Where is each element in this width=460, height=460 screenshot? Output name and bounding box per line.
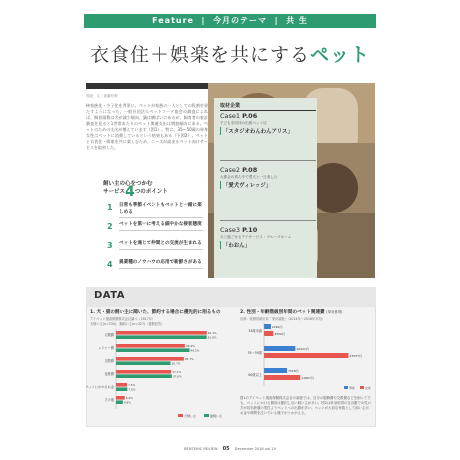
case-3-page: P.10 xyxy=(242,226,258,234)
chart1-value-label: 61.0% xyxy=(207,335,217,340)
case-3-label: Case3 xyxy=(220,226,241,234)
chart1-bar xyxy=(116,387,127,391)
case-divider xyxy=(220,220,316,221)
point-item xyxy=(107,203,207,218)
title-accent: ペット xyxy=(310,44,371,66)
chart2-bar xyxy=(264,368,287,373)
chart1-legend-label: 犬飼い主 xyxy=(184,414,197,418)
case-2-sub: 大都会の真ん中で愛犬と一日楽しむ xyxy=(220,175,278,179)
point-number: 4 xyxy=(107,260,113,269)
title-main: 衣食住＋娯楽を共にする xyxy=(89,44,310,66)
points-title-num: 4 xyxy=(125,184,135,200)
chart1-bar xyxy=(116,344,185,348)
chart2-value-label: 7518円 xyxy=(288,369,299,373)
chart1-category-label: その他 xyxy=(104,398,114,402)
case-1-sub: 子どもを同伴の出張ペット店 xyxy=(220,121,267,125)
credit: 図絵：文／恵藤有利 xyxy=(86,94,118,98)
chart1-value-label: 61.1% xyxy=(207,331,217,335)
chart2-bar xyxy=(264,331,273,336)
data-note: 図1のアイペット損害保険株式会社の調査では、自分の服飾費や交際費などを削ってでも、ペットにかける費用は節約しない飼い主が多い。図2は単身世帯の支出額で女性の方が同年齢層の男性よりペットへの出費が多い。ペットが大切な家族として飼い主がお金や時間を注いでいる様子がうかがえる。 xyxy=(240,396,371,415)
chart1-bar xyxy=(116,400,123,404)
chart1-category-label: ペットにかかるお金 xyxy=(85,385,114,389)
chart2-value-label: 2261円 xyxy=(271,325,283,329)
chart1-category-label: 化粧費 xyxy=(104,372,114,376)
chart1-value-label: 7.5% xyxy=(128,383,136,387)
points-title-post: つのポイント xyxy=(134,189,168,195)
title-rule xyxy=(86,83,208,89)
point-number: 2 xyxy=(107,222,113,231)
chart1-value-label: 4.6% xyxy=(123,400,131,405)
chart1-source: アイペット損害保険株式会社調べ（2017年） xyxy=(90,317,156,321)
chart2-value-label: 27537円 xyxy=(349,354,362,358)
case-2 xyxy=(220,166,316,189)
feature-header: Feature | 今月のテーマ | 共 生 xyxy=(84,14,376,28)
points-title xyxy=(103,180,208,200)
chart1-svg xyxy=(85,327,234,423)
chart2-legend-label: 女性 xyxy=(365,386,372,390)
case-divider xyxy=(220,160,316,161)
theme-label: 今月のテーマ xyxy=(213,16,268,25)
chart2-legend-swatch xyxy=(360,386,364,389)
case-1-name: 「スタジオわんわんアリス」 xyxy=(220,127,316,135)
chart1-legend-label: 猫飼い主 xyxy=(210,414,223,418)
chart1-bar xyxy=(116,396,125,400)
case-2-label: Case2 xyxy=(220,166,241,174)
chart2-title xyxy=(240,309,342,315)
chart1-value-label: 7.6% xyxy=(128,387,136,392)
case-3 xyxy=(220,226,316,249)
chart1-legend-swatch xyxy=(178,414,183,417)
chart1-value-label: 37.1% xyxy=(172,370,182,374)
footer-page: 05 xyxy=(222,446,230,452)
chart1-category-label: 衣服費 xyxy=(104,333,114,337)
chart1-value-label: 5.9% xyxy=(125,396,133,400)
point-text: ペットを第一に考える細やかな接客態度 xyxy=(119,222,203,231)
chart2-bar xyxy=(264,375,300,380)
point-number: 3 xyxy=(107,241,113,250)
chart2-legend-label: 男性 xyxy=(349,386,356,390)
chart2-category-label: 60歳以上 xyxy=(248,373,262,377)
cases-title: 取材企業 xyxy=(220,102,316,111)
case-1-label: Case1 xyxy=(220,112,241,120)
chart1-bar xyxy=(116,370,171,374)
point-text: 異業種のノウハウの応用で新鮮さがある xyxy=(119,260,203,269)
chart2-legend-swatch xyxy=(344,386,348,389)
chart1-category-label: レジャー費 xyxy=(98,346,114,350)
case-1 xyxy=(220,112,316,135)
chart2-category-label: 35〜59歳 xyxy=(247,351,262,355)
case-2-name: 「愛犬ヴィレッジ」 xyxy=(220,181,316,189)
point-item xyxy=(107,260,207,269)
chart1-bar xyxy=(116,374,172,378)
case-3-sub: 犬と過ごせるデイサービス・グループホーム xyxy=(220,235,292,239)
chart1-value-label: 46.4% xyxy=(185,344,195,348)
chart2-unit: (単身世帯) xyxy=(326,310,343,314)
chart1-sample: 犬飼い主(n=334)、猫飼い主(n=327)（複数回答） xyxy=(90,322,165,326)
chart1-value-label: 36.7% xyxy=(171,361,181,366)
data-title: DATA xyxy=(94,290,126,301)
chart1-bar xyxy=(116,348,190,352)
data-header xyxy=(86,287,376,307)
chart1-bar xyxy=(116,357,184,361)
chart1-bar xyxy=(116,383,127,387)
chart2-value-label: 3050円 xyxy=(274,332,285,336)
chart1-bar xyxy=(116,361,171,365)
point-text: ペットを通じて仲間との交流が生まれる xyxy=(119,241,203,250)
case-1-page: P.06 xyxy=(242,112,258,120)
case-2-page: P.08 xyxy=(242,166,258,174)
chart1-value-label: 37.6% xyxy=(172,374,182,379)
chart1-value-label: 49.5% xyxy=(190,348,200,353)
point-item xyxy=(107,222,207,231)
footer xyxy=(0,446,460,452)
chart2-bar xyxy=(264,324,271,329)
point-number: 1 xyxy=(107,203,113,212)
chart2-svg xyxy=(240,322,374,394)
theme-value: 共 生 xyxy=(286,16,308,25)
chart1-bar xyxy=(116,331,207,335)
chart1-title: 1. 犬・猫の飼い主に聞いた、節約する場合に優先的に削るもの xyxy=(90,310,221,315)
case-3-name: 「わおん」 xyxy=(220,241,316,249)
chart1-category-label: 交際費 xyxy=(104,359,114,363)
chart1-bar xyxy=(116,335,207,339)
body-text: 核家族化・少子化を背景に、ペットが家族の一人としての役割を果たすようになった。一般社団法人ペットフード協会の調査によれば、飼育頭数は犬が減少傾向、猫は横ばいにあるが、飼育者の家計調査を見ると1世帯あたりのペット関連支出は増加傾向にある。ペットのための支出が増えています（図1）。特に、35〜50歳の単身女性はペットに消費しているという結果もある（下図2）。ペットと衣食住・娯楽を共に楽しむため、ニーズが高まるペット向けサービスを取材した。 xyxy=(86,103,208,150)
point-item xyxy=(107,241,207,250)
chart1-value-label: 45.7% xyxy=(184,357,194,361)
chart2-source: 出典：総務省統計局「家計調査」（2014年〜2016年平均） xyxy=(240,317,325,321)
footer-issue: December 2018 vol.19 xyxy=(234,447,276,451)
chart1-legend-swatch xyxy=(204,414,209,417)
point-text: 日常も季節イベントもペットと一緒に楽しめる xyxy=(119,203,203,218)
page-title xyxy=(80,40,380,67)
chart2-value-label: 10221円 xyxy=(296,347,309,351)
chart2-title-text: 2. 性別・年齢階級別年間のペット関連費 xyxy=(240,310,325,315)
points-title-mid: サービス xyxy=(103,189,126,195)
feature-label: Feature xyxy=(152,16,194,25)
chart2-value-label: 11807円 xyxy=(301,376,314,380)
footer-magazine: BENTEIHC REVIEW xyxy=(184,447,218,451)
chart2-category-label: 34歳未満 xyxy=(248,329,262,333)
chart2-bar xyxy=(264,353,348,358)
chart2-bar xyxy=(264,346,295,351)
points-title-pre: 飼い主の心をつかむ xyxy=(103,181,153,187)
